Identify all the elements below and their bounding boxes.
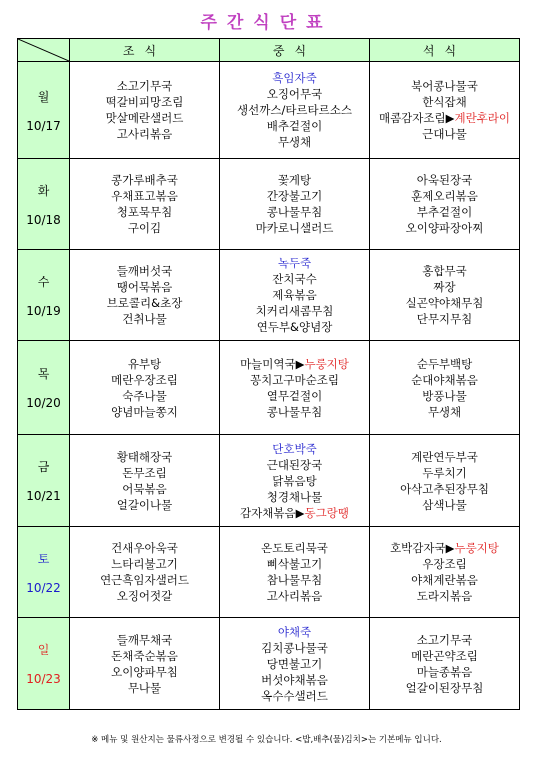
day-date: 10/21 — [26, 489, 61, 503]
day-label-cell — [18, 618, 70, 710]
menu-item-text: 브로콜리&초장 — [106, 296, 183, 310]
menu-item-text: 온도토리묵국 — [261, 541, 328, 555]
menu-item — [220, 624, 369, 640]
menu-item — [370, 311, 519, 327]
day-label-cell — [18, 341, 70, 435]
menu-item-text: 북어콩나물국 — [411, 79, 478, 93]
header-lunch: 중식 — [220, 39, 370, 62]
menu-item — [220, 404, 369, 420]
day-row — [18, 341, 520, 435]
menu-item — [220, 656, 369, 672]
menu-item — [220, 172, 369, 188]
menu-item — [220, 86, 369, 102]
lunch-cell — [220, 618, 370, 710]
menu-item-text: 땡어묵볶음 — [116, 280, 173, 294]
menu-item — [220, 303, 369, 319]
day-date: 10/22 — [26, 580, 61, 595]
menu-body — [18, 62, 520, 710]
menu-item-text: 야채죽 — [277, 624, 312, 639]
menu-item — [220, 319, 369, 335]
breakfast-cell — [70, 527, 220, 618]
menu-item — [220, 255, 369, 271]
menu-item-text: 오징어무국 — [266, 87, 323, 101]
menu-item-text: 호박감자국▶ — [390, 541, 455, 555]
day-date: 10/20 — [26, 396, 61, 410]
lunch-cell — [220, 250, 370, 341]
menu-item — [220, 134, 369, 150]
menu-item — [370, 680, 519, 696]
menu-item-text: 훈제오리볶음 — [411, 189, 478, 203]
footer-note: ※ 메뉴 및 원산지는 물류사정으로 변경될 수 있습니다. <밥,배추(물)김치>는 기본메뉴 입니다. — [91, 735, 442, 745]
dinner-cell — [370, 159, 520, 250]
menu-item-text: 열무겉절이 — [266, 388, 323, 403]
menu-item-text: 건취나물 — [122, 312, 167, 326]
menu-item-text: 참나물무침 — [266, 573, 323, 587]
menu-item — [370, 188, 519, 204]
menu-item — [370, 94, 519, 110]
menu-item — [220, 473, 369, 489]
menu-item — [70, 188, 219, 204]
lunch-cell — [220, 527, 370, 618]
menu-item-text: 한식잡채 — [422, 95, 467, 109]
menu-item — [370, 372, 519, 388]
menu-item — [70, 220, 219, 236]
menu-item-text: 어묵볶음 — [122, 481, 167, 496]
menu-item — [70, 388, 219, 404]
day-label-cell — [18, 62, 70, 159]
menu-item-text: 소고기무국 — [116, 79, 173, 93]
menu-item-text: 배추겉절이 — [266, 119, 323, 133]
dinner-cell — [370, 250, 520, 341]
menu-item-text: 삼색나물 — [422, 497, 467, 512]
menu-item — [220, 118, 369, 134]
day-label-cell — [18, 250, 70, 341]
menu-item-alt-text: 계란후라이 — [454, 111, 511, 125]
menu-item-text: 유부탕 — [127, 356, 162, 371]
menu-item-text: 순대야채볶음 — [411, 372, 478, 387]
menu-item-text: 고사리볶음 — [266, 589, 323, 603]
dinner-cell — [370, 62, 520, 159]
day-label-cell — [18, 435, 70, 527]
menu-item-text: 홍합무국 — [422, 264, 467, 278]
menu-item-text: 마늘종볶음 — [416, 664, 473, 679]
day-name: 화 — [37, 183, 50, 198]
menu-item-text: 간장불고기 — [266, 189, 323, 203]
menu-item — [370, 404, 519, 420]
menu-item — [370, 632, 519, 648]
header-breakfast: 조식 — [70, 39, 220, 62]
menu-item-text: 아욱된장국 — [416, 173, 473, 187]
menu-item — [70, 680, 219, 696]
menu-item-text: 단무지무침 — [416, 312, 473, 326]
menu-item-text: 오이양파무침 — [111, 664, 178, 679]
menu-item-text: 계란연두부국 — [411, 449, 478, 464]
menu-item-text: 구이김 — [127, 221, 162, 235]
menu-item-text: 삐삭불고기 — [266, 557, 323, 571]
day-date: 10/18 — [26, 212, 61, 227]
breakfast-cell — [70, 250, 220, 341]
dinner-cell — [370, 435, 520, 527]
menu-item — [70, 94, 219, 110]
menu-item — [70, 263, 219, 279]
menu-item-text: 버섯야채볶음 — [261, 672, 328, 687]
menu-item-text: 느타리불고기 — [111, 557, 178, 571]
menu-item — [370, 126, 519, 142]
menu-item — [70, 126, 219, 142]
menu-item — [220, 588, 369, 604]
menu-item — [220, 271, 369, 287]
day-row — [18, 250, 520, 341]
menu-item-text: 콩나물무침 — [266, 205, 323, 219]
menu-item — [70, 356, 219, 372]
menu-item-text: 돈채죽순볶음 — [111, 648, 178, 663]
menu-item — [220, 287, 369, 303]
menu-item — [370, 481, 519, 497]
header-dinner: 석식 — [370, 39, 520, 62]
menu-item-alt-text: 누룽지탕 — [454, 541, 499, 555]
menu-item — [220, 489, 369, 505]
menu-item-text: 마늘미역국▶ — [240, 356, 305, 371]
menu-item — [70, 540, 219, 556]
menu-item — [370, 295, 519, 311]
menu-item-text: 무나물 — [127, 680, 162, 695]
menu-item-text: 들깨무채국 — [116, 632, 173, 647]
menu-item — [370, 588, 519, 604]
menu-item — [370, 497, 519, 513]
weekly-menu-table — [17, 38, 520, 710]
menu-item-text: 오이양파장아찌 — [405, 221, 484, 235]
menu-item — [220, 204, 369, 220]
menu-item-text: 메란우장조림 — [111, 372, 178, 387]
menu-item-text: 얼갈이된장무침 — [405, 680, 484, 695]
menu-item — [220, 356, 369, 372]
menu-item — [370, 204, 519, 220]
menu-item — [70, 481, 219, 497]
menu-item — [220, 688, 369, 704]
menu-item — [70, 556, 219, 572]
menu-item-text: 근대된장국 — [266, 457, 323, 472]
menu-item — [370, 664, 519, 680]
menu-item-text: 야채계란볶음 — [411, 573, 478, 587]
breakfast-cell — [70, 435, 220, 527]
menu-item — [370, 279, 519, 295]
day-label-cell — [18, 527, 70, 618]
menu-item — [70, 588, 219, 604]
menu-item — [220, 220, 369, 236]
menu-item — [220, 102, 369, 118]
day-row — [18, 618, 520, 710]
menu-item-text: 양념마늘쫑지 — [111, 404, 178, 419]
menu-item-text: 근대나물 — [422, 127, 467, 141]
menu-item — [70, 648, 219, 664]
menu-item-text: 꽁치고구마순조림 — [250, 372, 339, 387]
breakfast-cell — [70, 62, 220, 159]
menu-item — [370, 465, 519, 481]
menu-item-text: 꽃게탕 — [277, 173, 312, 187]
menu-item-text: 맛살메란샐러드 — [105, 111, 184, 125]
menu-item-alt-text: 누룽지탕 — [304, 356, 349, 371]
day-name: 토 — [37, 551, 50, 566]
menu-item-text: 닭볶음탕 — [272, 473, 317, 488]
menu-item — [70, 204, 219, 220]
menu-item — [70, 279, 219, 295]
menu-item-text: 두루치기 — [422, 465, 467, 480]
menu-item-text: 부추겉절이 — [416, 205, 473, 219]
day-name: 일 — [37, 643, 50, 657]
menu-item — [220, 388, 369, 404]
menu-item — [370, 356, 519, 372]
menu-item-text: 녹두죽 — [277, 256, 312, 270]
menu-item — [370, 220, 519, 236]
menu-item — [220, 441, 369, 457]
menu-item-text: 당면불고기 — [266, 656, 323, 671]
header-row — [18, 39, 520, 62]
menu-item-text: 실곤약야채무침 — [405, 296, 484, 310]
menu-item — [370, 110, 519, 126]
menu-item — [370, 648, 519, 664]
menu-item-text: 치커리새콤무침 — [255, 304, 334, 318]
menu-item-text: 들깨버섯국 — [116, 264, 173, 278]
menu-item-text: 잔치국수 — [272, 272, 317, 286]
day-row — [18, 62, 520, 159]
menu-item-text: 김치콩나물국 — [261, 640, 328, 655]
menu-item-alt-text: 동그랑땡 — [304, 505, 349, 520]
dinner-cell — [370, 341, 520, 435]
menu-item — [70, 465, 219, 481]
menu-item — [70, 632, 219, 648]
menu-item-text: 청포묵무침 — [116, 205, 173, 219]
page-title: 주간식단표 — [200, 13, 333, 33]
menu-item — [70, 404, 219, 420]
menu-item-text: 우장조림 — [422, 557, 467, 571]
menu-item — [370, 263, 519, 279]
menu-item — [70, 497, 219, 513]
day-date: 10/23 — [26, 672, 61, 686]
day-name: 월 — [37, 89, 50, 104]
menu-item-text: 아삭고추된장무침 — [400, 481, 489, 496]
menu-item — [70, 664, 219, 680]
menu-item — [220, 457, 369, 473]
menu-item-text: 제육볶음 — [272, 288, 317, 302]
menu-item — [70, 449, 219, 465]
menu-item — [220, 640, 369, 656]
menu-item — [220, 372, 369, 388]
day-row — [18, 159, 520, 250]
menu-item-text: 메란곤약조림 — [411, 648, 478, 663]
menu-item — [220, 188, 369, 204]
menu-item-text: 콩가루배추국 — [111, 173, 178, 187]
breakfast-cell — [70, 159, 220, 250]
lunch-cell — [220, 341, 370, 435]
lunch-cell — [220, 62, 370, 159]
menu-item-text: 우채표고볶음 — [111, 189, 178, 203]
menu-item — [220, 540, 369, 556]
day-row — [18, 527, 520, 618]
header-corner — [18, 39, 70, 62]
menu-item — [70, 110, 219, 126]
menu-item — [220, 672, 369, 688]
menu-item-text: 고사리볶음 — [116, 127, 173, 141]
menu-item-text: 짜장 — [433, 280, 456, 294]
menu-item — [370, 172, 519, 188]
day-label-cell — [18, 159, 70, 250]
menu-item-text: 황태해장국 — [116, 449, 173, 464]
menu-item-text: 방풍나물 — [422, 388, 467, 403]
menu-item-text: 청경채나물 — [266, 489, 323, 504]
menu-item-text: 옥수수샐러드 — [261, 688, 328, 703]
menu-item — [370, 449, 519, 465]
day-row — [18, 435, 520, 527]
menu-item — [70, 78, 219, 94]
menu-item-text: 연두부&양념장 — [256, 320, 333, 334]
menu-item — [370, 572, 519, 588]
menu-item-text: 생선까스/타르타르소스 — [237, 103, 352, 117]
menu-item — [370, 388, 519, 404]
breakfast-cell — [70, 341, 220, 435]
diagonal-line — [18, 39, 69, 61]
menu-item-text: 순두부백탕 — [416, 356, 473, 371]
menu-item-text: 얼갈이나물 — [116, 497, 173, 512]
day-date: 10/17 — [26, 118, 61, 133]
day-name: 수 — [37, 274, 50, 289]
lunch-cell — [220, 435, 370, 527]
menu-item — [70, 572, 219, 588]
menu-item-text: 무생채 — [277, 135, 312, 149]
menu-item — [370, 556, 519, 572]
menu-item — [70, 311, 219, 327]
breakfast-cell — [70, 618, 220, 710]
menu-item — [220, 70, 369, 86]
menu-item-text: 연근흑임자샐러드 — [100, 573, 189, 587]
menu-item-text: 소고기무국 — [416, 632, 473, 647]
menu-item-text: 무생채 — [427, 404, 462, 419]
menu-item-text: 돈무조림 — [122, 465, 167, 480]
lunch-cell — [220, 159, 370, 250]
dinner-cell — [370, 618, 520, 710]
menu-item-text: 마카로니샐러드 — [255, 221, 334, 235]
menu-item — [370, 78, 519, 94]
menu-item — [220, 572, 369, 588]
menu-item — [70, 372, 219, 388]
menu-item — [220, 556, 369, 572]
menu-item-text: 떡갈비피망조림 — [105, 95, 184, 109]
day-name: 금 — [37, 460, 50, 474]
menu-item — [70, 172, 219, 188]
menu-item-text: 감자채볶음▶ — [240, 505, 305, 520]
dinner-cell — [370, 527, 520, 618]
menu-item-text: 콩나물무침 — [266, 404, 323, 419]
menu-item-text: 숙주나물 — [122, 388, 167, 403]
menu-item-text: 흑임자죽 — [272, 71, 317, 85]
menu-item-text: 오징어젓갈 — [116, 589, 173, 603]
day-date: 10/19 — [26, 303, 61, 318]
menu-item — [70, 295, 219, 311]
day-name: 목 — [37, 367, 50, 381]
menu-item-text: 매콤감자조림▶ — [378, 111, 455, 125]
menu-item-text: 건새우아욱국 — [111, 541, 178, 555]
menu-item-text: 도라지볶음 — [416, 589, 473, 603]
menu-item-text: 단호박죽 — [272, 441, 317, 456]
menu-item — [370, 540, 519, 556]
menu-item — [220, 505, 369, 521]
